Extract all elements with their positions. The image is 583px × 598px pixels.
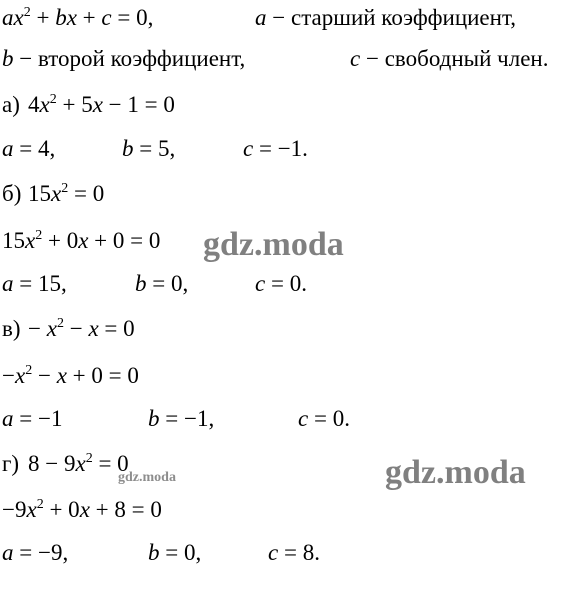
definition-b: b − второй коэффициент, [2, 46, 246, 71]
watermark-logo-2: gdz.moda [385, 454, 526, 491]
part-d-expanded-eq: $-9x^2 + 0x + 8 = 0$ [2, 497, 162, 522]
part-a-label: а) [2, 92, 20, 117]
watermark-logo-1: gdz.moda [203, 226, 344, 263]
part-c-expanded-eq: $-x^2 - x + 0 = 0$ [2, 363, 139, 388]
part-b-coef-b: b = 0, [135, 271, 189, 296]
general-equation: $ax^2$ + bx + c = 0, [2, 5, 154, 30]
part-c-coef-c: c = 0. [298, 406, 350, 431]
part-d-eq: $8 - 9x^2 = 0$ [28, 451, 129, 476]
definition-b-text: второй коэффициент, [37, 46, 246, 71]
part-b-coef-c: c = 0. [255, 271, 307, 296]
part-a-coef-a: a = 4, [2, 136, 56, 161]
part-a-coef-c: c = −1. [243, 136, 308, 161]
definition-c-text: свободный член. [384, 46, 549, 71]
definition-a-text: старший коэффициент, [290, 5, 517, 30]
watermark-logo-small: gdz.moda [118, 470, 176, 485]
part-c-eq: − $x^2 - x = 0$ [28, 316, 135, 341]
part-c-coef-b: b = −1, [148, 406, 215, 431]
part-d-coef-a: a = −9, [2, 540, 69, 565]
part-d-coef-b: b = 0, [148, 540, 202, 565]
part-c-label: в) [2, 316, 21, 341]
part-c-coef-a: a = −1 [2, 406, 63, 431]
part-d-label: г) [2, 451, 20, 476]
part-b-coef-a: a = 15, [2, 271, 67, 296]
part-b-eq: $15x^2 = 0$ [28, 181, 105, 206]
part-b-expanded-eq: $15x^2 + 0x + 0 = 0$ [2, 228, 161, 253]
part-a-eq: $4x^2 + 5x - 1 = 0$ [28, 92, 175, 117]
definition-a: a − старший коэффициент, [255, 5, 517, 30]
definition-c: c − свободный член. [350, 46, 549, 71]
part-a-coef-b: b = 5, [122, 136, 176, 161]
part-d-coef-c: c = 8. [268, 540, 320, 565]
part-b-label: б) [2, 181, 22, 206]
